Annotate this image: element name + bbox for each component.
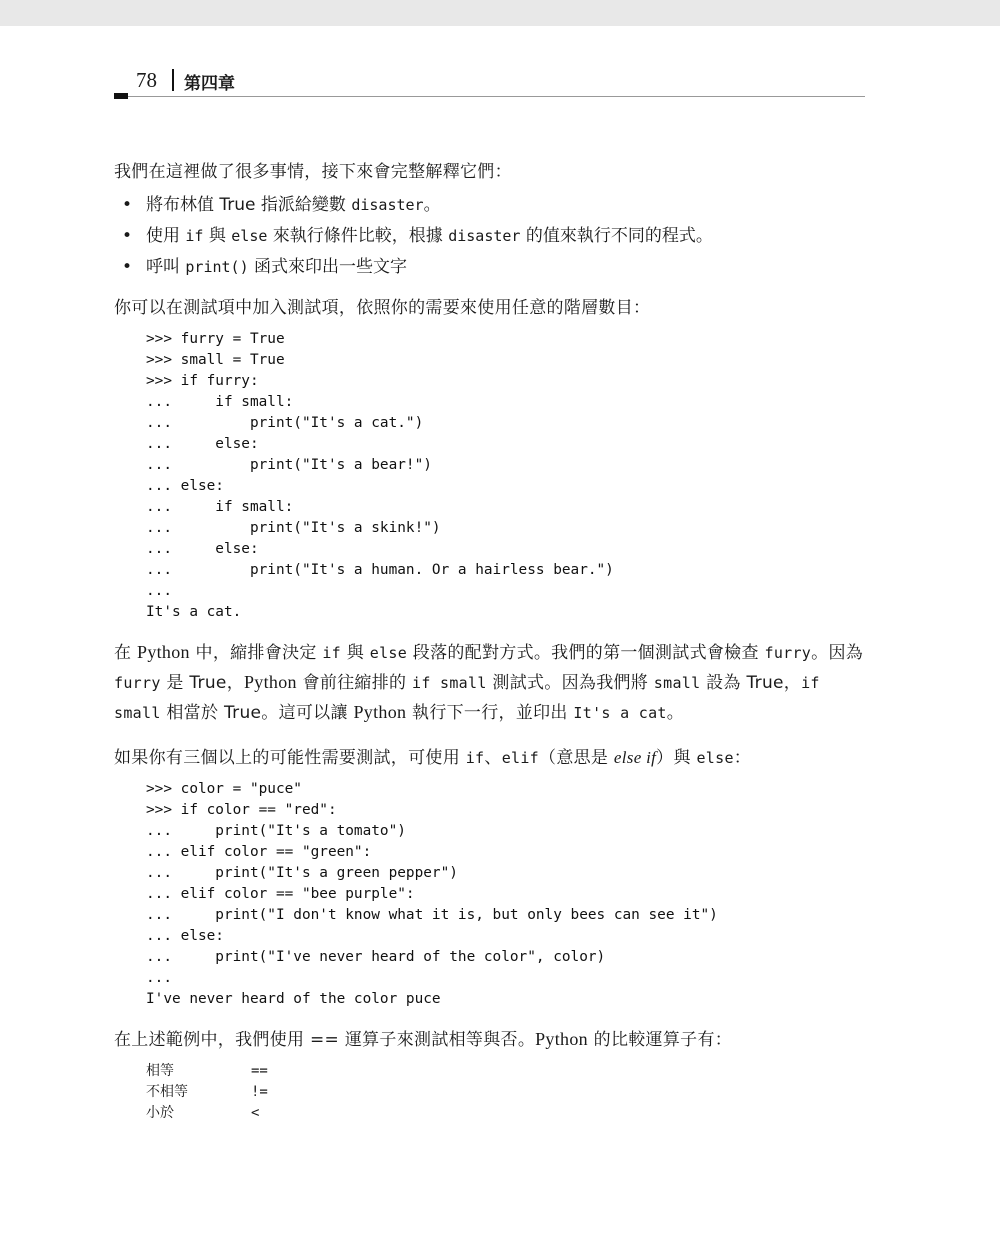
operator-row: 不相等 != [146,1084,268,1100]
elif-paragraph: 如果你有三個以上的可能性需要測試，可使用 if、elif（意思是 else if）與 else： [114,748,752,768]
code-block-nested-if: >>> furry = True >>> small = True >>> if furry: ... if small: ... print("It's a cat.") ... else: ... print("It's a bear!") ... else: ... if small: ... print("It's a skink!") ... else: ... print("It's a human. Or a hairless bear.") ... It's a cat. [146,331,614,620]
list-item: • 將布林值 True 指派給變數 disaster。 [122,195,441,215]
list-item: • 呼叫 print() 函式來印出一些文字 [122,257,408,277]
header-mark [114,93,128,99]
code-block-elif: >>> color = "puce" >>> if color == "red": ... print("It's a tomato") ... elif color == "green": ... print("It's a green pepper") ... elif color == "bee purple": ... print("I don't know what it is, but only bees can see it") ... else: ... print("I've never heard of the color", color) ... I've never heard of the color puce [146,781,718,1007]
indentation-paragraph: 在 Python 中，縮排會決定 if 與 else 段落的配對方式。我們的第一個測試式會檢查 furry。因為 furry 是 True，Python 會前往縮排的 if small 測試式。因為我們將 small 設為 True，if small 相當於 True。這可以讓 Python 執行下一行，並印出 It's a cat。 [114,642,864,723]
intro-paragraph: 我們在這裡做了很多事情，接下來會完整解釋它們： [114,162,512,182]
comparison-paragraph: 在上述範例中，我們使用 == 運算子來測試相等與否。Python 的比較運算子有： [114,1029,733,1050]
page-number: 78 [136,68,157,92]
operator-row: 相等 == [146,1063,268,1079]
page-header [114,64,865,97]
top-band [0,0,1000,26]
operator-row: 小於 < [146,1105,260,1121]
chapter-title: 第四章 [184,74,235,94]
operator-table [114,1061,865,1124]
bullet-list [114,190,865,283]
nested-tests-paragraph: 你可以在測試項中加入測試項，依照你的需要來使用任意的階層數目： [114,298,651,318]
header-divider [172,69,174,91]
list-item: • 使用 if 與 else 來執行條件比較，根據 disaster 的值來執行不同的程式。 [122,226,713,246]
page-content [114,158,865,1124]
